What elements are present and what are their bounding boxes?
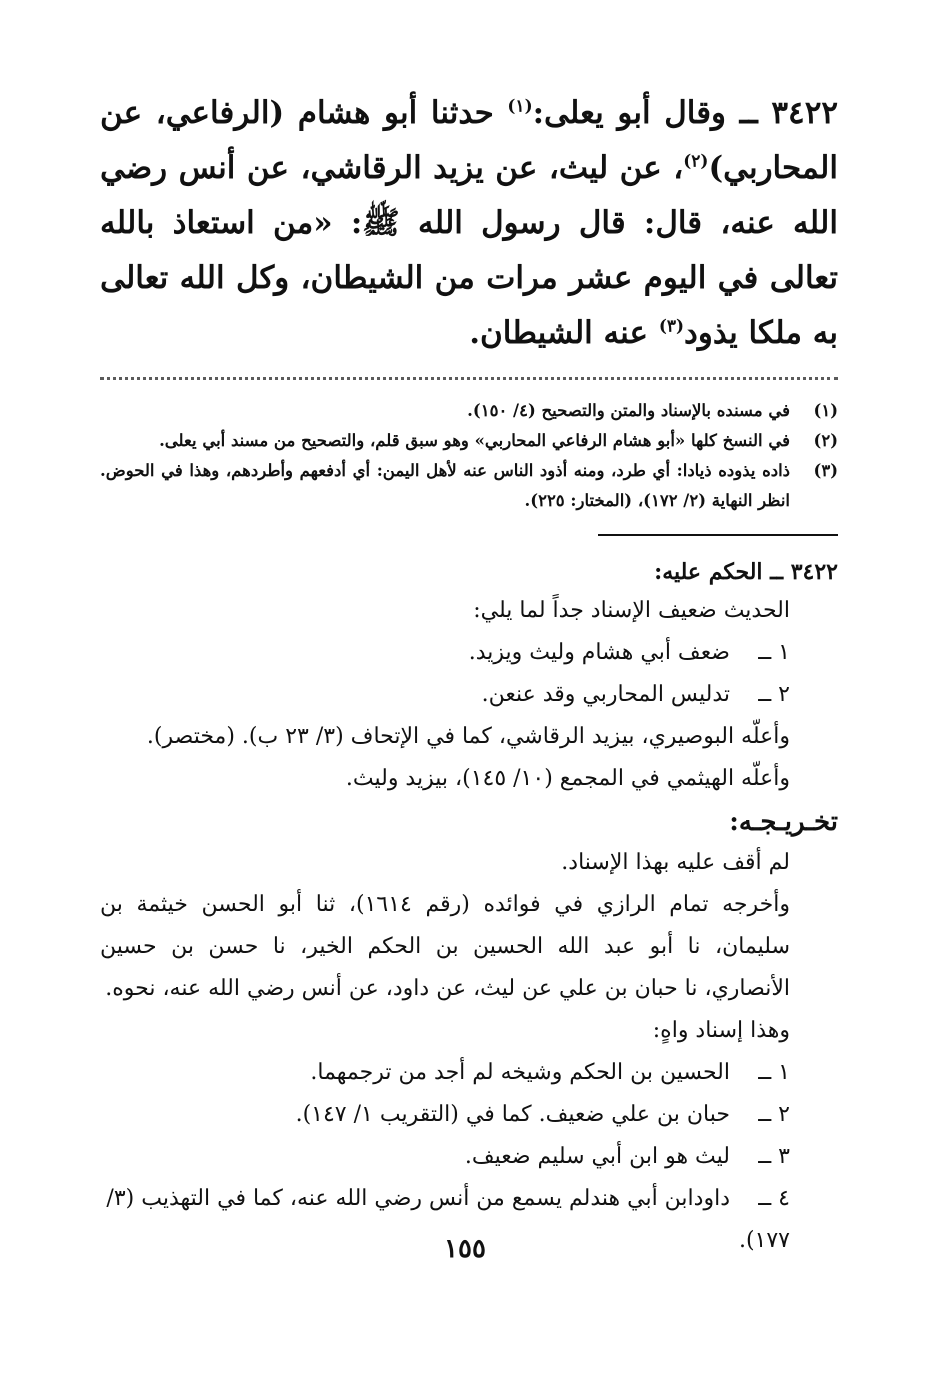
ruling-intro: الحديث ضعيف الإسناد جداً لما يلي: xyxy=(473,598,790,623)
footnote-text: ذاده يذوده ذيادا: أي طرد، ومنه أذود الناس عنه لأهل اليمن: أي أدفعهم وأطردهم، وهذا في الحوض. انظر النهاية (٢/ ١٧٢)، (المختار: ٢٢٥). xyxy=(100,461,790,510)
item-number: ٢ ــ xyxy=(758,1102,790,1127)
item-number: ٣ ــ xyxy=(758,1144,790,1169)
item-text: ضعف أبي هشام وليث ويزيد. xyxy=(468,640,730,665)
takhrij-paragraph-3: وهذا إسناد واهٍ: xyxy=(652,1018,790,1043)
takhrij-paragraph-2: وأخرجه تمام الرازي في فوائده (رقم ١٦١٤)، ثنا أبو الحسن خيثمة بن سليمان، نا أبو عبد الله الحسين بن الحكم الخير، نا حسن بن حسين الأنصاري، نا حبان بن علي عن ليث، عن داود، عن أنس رضي الله عنه، نحوه. xyxy=(100,892,790,1001)
footnote-1 xyxy=(100,396,838,426)
footnotes xyxy=(100,396,838,516)
item-text: ليث هو ابن أبي سليم ضعيف. xyxy=(464,1144,730,1169)
ruling-item-2 xyxy=(100,674,838,716)
hadith-line3: عنه الشيطان. xyxy=(469,315,659,351)
hadith-line1-pre: ٣٤٢٢ ــ وقال أبو يعلى: xyxy=(532,95,838,131)
footnote-separator xyxy=(100,367,838,380)
footnote-text: في مسنده بالإسناد والمتن والتصحيح (٤/ ١٥٠). xyxy=(467,401,790,420)
footnote-text: في النسخ كلها «أبو هشام الرفاعي المحاربي» وهو سبق قلم، والتصحيح من مسند أبي يعلى. xyxy=(159,431,790,450)
hadith-line2: ، عن ليث، عن يزيد الرقاشي، عن أنس رضي الله عنه، قال: قال رسول الله ﷺ: «من استعاذ بالله تعالى في اليوم عشر مرات من الشيطان، وكل الله تعالى به ملكا يذود xyxy=(100,150,838,351)
item-text: حبان بن علي ضعيف. كما في (التقريب ١/ ١٤٧). xyxy=(295,1102,730,1127)
ruling-paragraph-1: وأعلّه البوصيري، بيزيد الرقاشي، كما في الإتحاف (٣/ ٢٣ ب). (مختصر). xyxy=(146,724,790,749)
footnote-number: (٢) xyxy=(813,431,838,450)
footnote-number: (٣) xyxy=(813,461,838,480)
hadith-line1-post: حدثنا أبو هشام (الرفاعي، عن المحاربي) xyxy=(100,95,838,186)
ruling-paragraph-2: وأعلّه الهيثمي في المجمع (١٠/ ١٤٥)، بيزيد وليث. xyxy=(345,766,790,791)
takhrij-item-3 xyxy=(100,1136,838,1178)
ruling-heading: ٣٤٢٢ ــ الحكم عليه: xyxy=(654,559,838,585)
footnote-3 xyxy=(100,456,838,516)
item-text: داودابن أبي هندلم يسمع من أنس رضي الله عنه، كما في التهذيب (٣/ ١٧٧). xyxy=(106,1186,790,1253)
hadith-text xyxy=(100,86,838,361)
page-number: ١٥٥ xyxy=(444,1234,486,1264)
takhrij-section xyxy=(100,842,838,1262)
takhrij-item-1 xyxy=(100,1052,838,1094)
takhrij-heading: تخـريـجـه: xyxy=(729,807,838,837)
takhrij-paragraph-1: لم أقف عليه بهذا الإسناد. xyxy=(561,850,790,875)
item-number: ٢ ــ xyxy=(758,682,790,707)
item-number: ١ ــ xyxy=(758,1060,790,1085)
page-content xyxy=(100,86,838,1262)
section-rule xyxy=(598,534,838,536)
item-text: الحسين بن الحكم وشيخه لم أجد من ترجمهما. xyxy=(310,1060,730,1085)
item-text: تدليس المحاربي وقد عنعن. xyxy=(481,682,730,707)
takhrij-item-2 xyxy=(100,1094,838,1136)
footnote-ref-3: (٣) xyxy=(658,316,685,337)
item-number: ٤ ــ xyxy=(758,1186,790,1211)
footnote-number: (١) xyxy=(813,401,838,420)
footnote-ref-1: (١) xyxy=(507,96,533,117)
item-number: ١ ــ xyxy=(758,640,790,665)
ruling-item-1 xyxy=(100,632,838,674)
footnote-2 xyxy=(100,426,838,456)
footnote-ref-2: (٢) xyxy=(683,151,709,172)
ruling-section xyxy=(100,590,838,800)
